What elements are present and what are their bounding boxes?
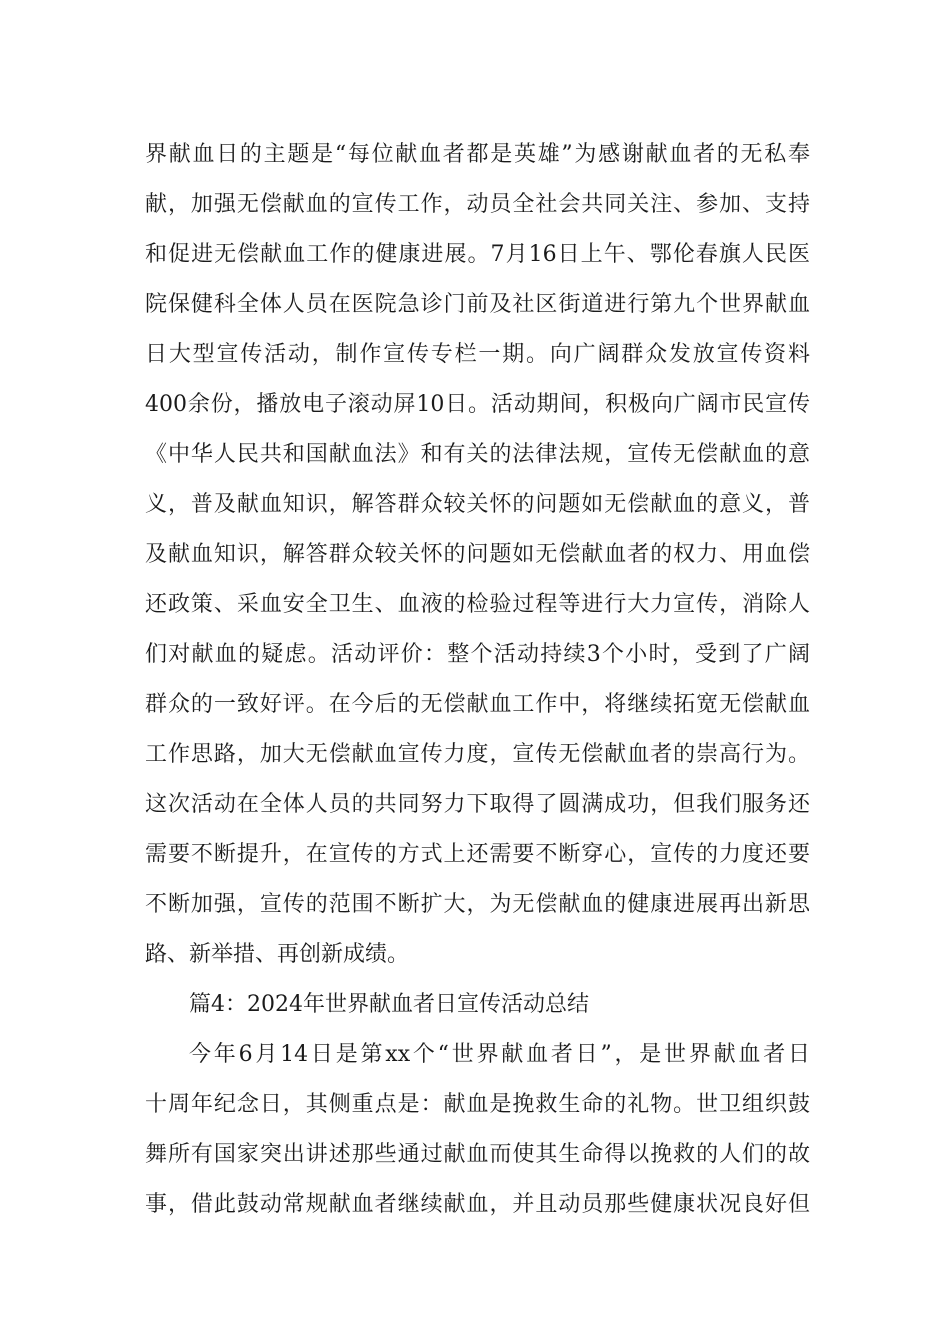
paragraph-1-line: 需要不断提升，在宣传的方式上还需要不断穿心，宣传的力度还要 <box>145 842 810 867</box>
paragraph-1-line: 义，普及献血知识，解答群众较关怀的问题如无偿献血的意义，普 <box>145 492 810 517</box>
paragraph-2-line: 今年6月14日是第xx个“世界献血者日”，是世界献血者日 <box>189 1042 810 1067</box>
paragraph-2-line: 事，借此鼓动常规献血者继续献血，并且动员那些健康状况良好但 <box>145 1192 810 1217</box>
paragraph-1-line: 工作思路，加大无偿献血宣传力度，宣传无偿献血者的崇高行为。 <box>145 742 810 767</box>
paragraph-1-line: 《中华人民共和国献血法》和有关的法律法规，宣传无偿献血的意 <box>145 442 810 467</box>
paragraph-2-line: 十周年纪念日，其侧重点是：献血是挽救生命的礼物。世卫组织鼓 <box>145 1092 810 1117</box>
paragraph-1-line: 和促进无偿献血工作的健康进展。7月16日上午、鄂伦春旗人民医 <box>145 242 810 267</box>
paragraph-1-line: 们对献血的疑虑。活动评价：整个活动持续3个小时，受到了广阔 <box>145 642 810 667</box>
paragraph-1-line: 及献血知识，解答群众较关怀的问题如无偿献血者的权力、用血偿 <box>145 542 810 567</box>
paragraph-1-line: 路、新举措、再创新成绩。 <box>145 942 410 967</box>
paragraph-1-line: 院保健科全体人员在医院急诊门前及社区街道进行第九个世界献血 <box>145 292 810 317</box>
paragraph-1-line: 日大型宣传活动，制作宣传专栏一期。向广阔群众发放宣传资料 <box>145 342 810 367</box>
paragraph-1-line: 这次活动在全体人员的共同努力下取得了圆满成功，但我们服务还 <box>145 792 810 817</box>
paragraph-2-line: 舞所有国家突出讲述那些通过献血而使其生命得以挽救的人们的故 <box>145 1142 810 1167</box>
paragraph-1-line: 界献血日的主题是“每位献血者都是英雄”为感谢献血者的无私奉 <box>145 142 810 167</box>
paragraph-1-line: 群众的一致好评。在今后的无偿献血工作中，将继续拓宽无偿献血 <box>145 692 810 717</box>
paragraph-1-line: 还政策、采血安全卫生、血液的检验过程等进行大力宣传，消除人 <box>145 592 810 617</box>
document-body <box>145 130 810 1230</box>
paragraph-1-line: 不断加强，宣传的范围不断扩大，为无偿献血的健康进展再出新思 <box>145 892 810 917</box>
paragraph-1-line: 献，加强无偿献血的宣传工作，动员全社会共同关注、参加、支持 <box>145 192 810 217</box>
paragraph-1-line: 400余份，播放电子滚动屏10日。活动期间，积极向广阔市民宣传 <box>145 392 810 417</box>
section-heading: 篇4：2024年世界献血者日宣传活动总结 <box>189 992 589 1017</box>
